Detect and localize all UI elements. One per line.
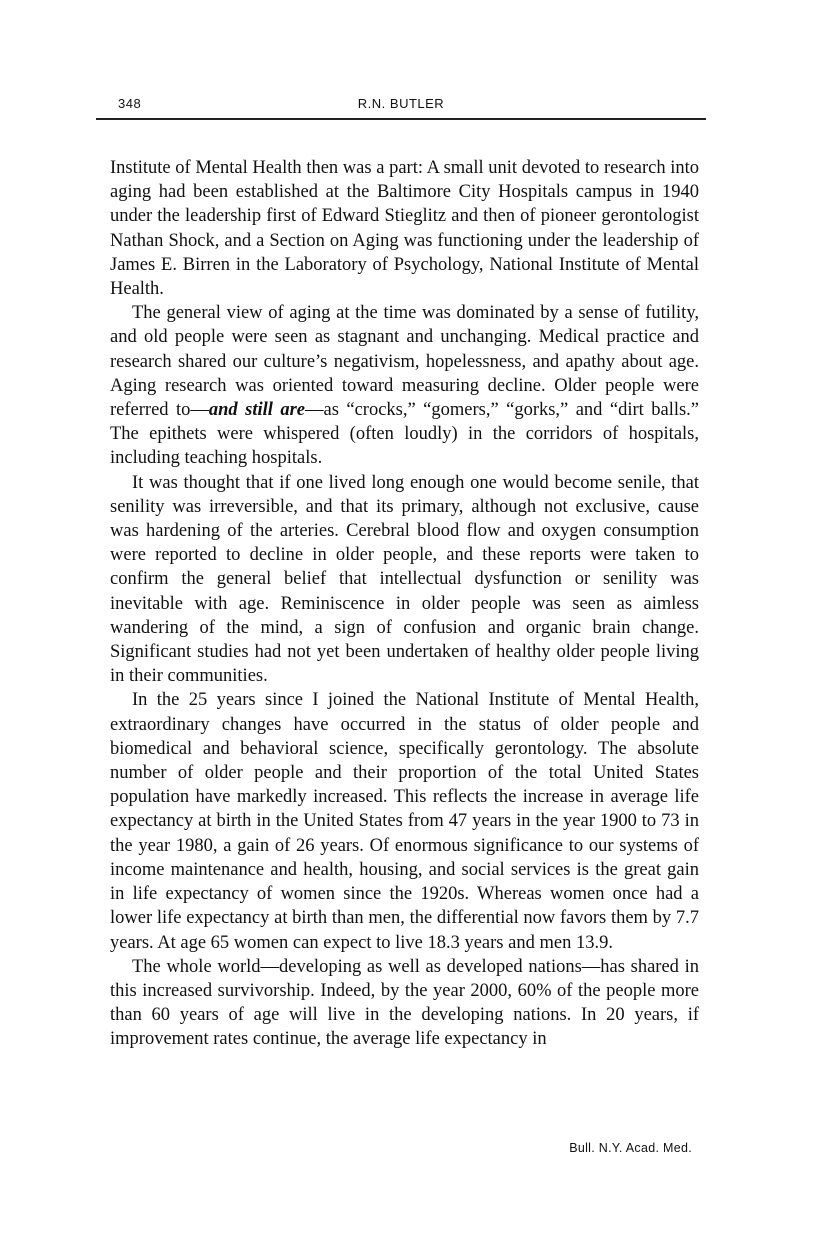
article-body	[110, 156, 699, 1052]
running-head: R.N. BUTLER	[357, 96, 445, 111]
paragraph-2	[110, 301, 699, 470]
paragraph-2-emphasis: and still are	[208, 400, 305, 421]
paragraph-1: Institute of Mental Health then was a part: A small unit devoted to research into aging had been established at the Baltimore City Hospitals campus in 1940 under the leadership first of Edward Stieglitz and then of pioneer gerontologist Nathan Shock, and a Section on Aging was functioning under the leadership of James E. Birren in the Laboratory of Psychology, National Institute of Mental Health.	[110, 158, 699, 300]
paragraph-2-text-before: The general view of aging at the time was dominated by a sense of futility, and old people were seen as stagnant and unchanging. Medical practice and research shared our culture’s negativism, hopelessness, and apathy about age. Aging research was oriented toward measuring decline. Older people were referred to—	[110, 303, 699, 421]
page-header	[96, 94, 706, 120]
journal-footer: Bull. N.Y. Acad. Med.	[569, 1141, 692, 1155]
paragraph-3: It was thought that if one lived long enough one would become senile, that senility was irreversible, and that its primary, although not exclusive, cause was hardening of the arteries. Cerebral blood flow and oxygen consumption were reported to decline in older people, and these reports were taken to confirm the general belief that intellectual dysfunction or senility was inevitable with age. Reminiscence in older people was seen as aimless wandering of the mind, a sign of confusion and organic brain change. Significant studies had not yet been undertaken of healthy older people living in their communities.	[110, 472, 699, 687]
page-number: 348	[118, 96, 142, 111]
paragraph-4: In the 25 years since I joined the National Institute of Mental Health, extraordinary changes have occurred in the status of older people and biomedical and behavioral science, specifically gerontology. The absolute number of older people and their proportion of the total United States population have markedly increased. This reflects the increase in average life expectancy at birth in the United States from 47 years in the year 1900 to 73 in the year 1980, a gain of 26 years. Of enormous significance to our systems of income maintenance and health, housing, and social services is the great gain in life expectancy of women since the 1920s. Whereas women once had a lower life expectancy at birth than men, the differential now favors them by 7.7 years. At age 65 women can expect to live 18.3 years and men 13.9.	[110, 690, 699, 953]
paragraph-5: The whole world—developing as well as developed nations—has shared in this increased survivorship. Indeed, by the year 2000, 60% of the people more than 60 years of age will live in the developing nations. In 20 years, if improvement rates continue, the average life expectancy in	[110, 956, 699, 1050]
paragraph-2-text-after: —as “crocks,” “gomers,” “gorks,” and “dirt balls.” The epithets were whispered (often loudly) in the corridors of hospitals, including teaching hospitals.	[110, 400, 700, 469]
